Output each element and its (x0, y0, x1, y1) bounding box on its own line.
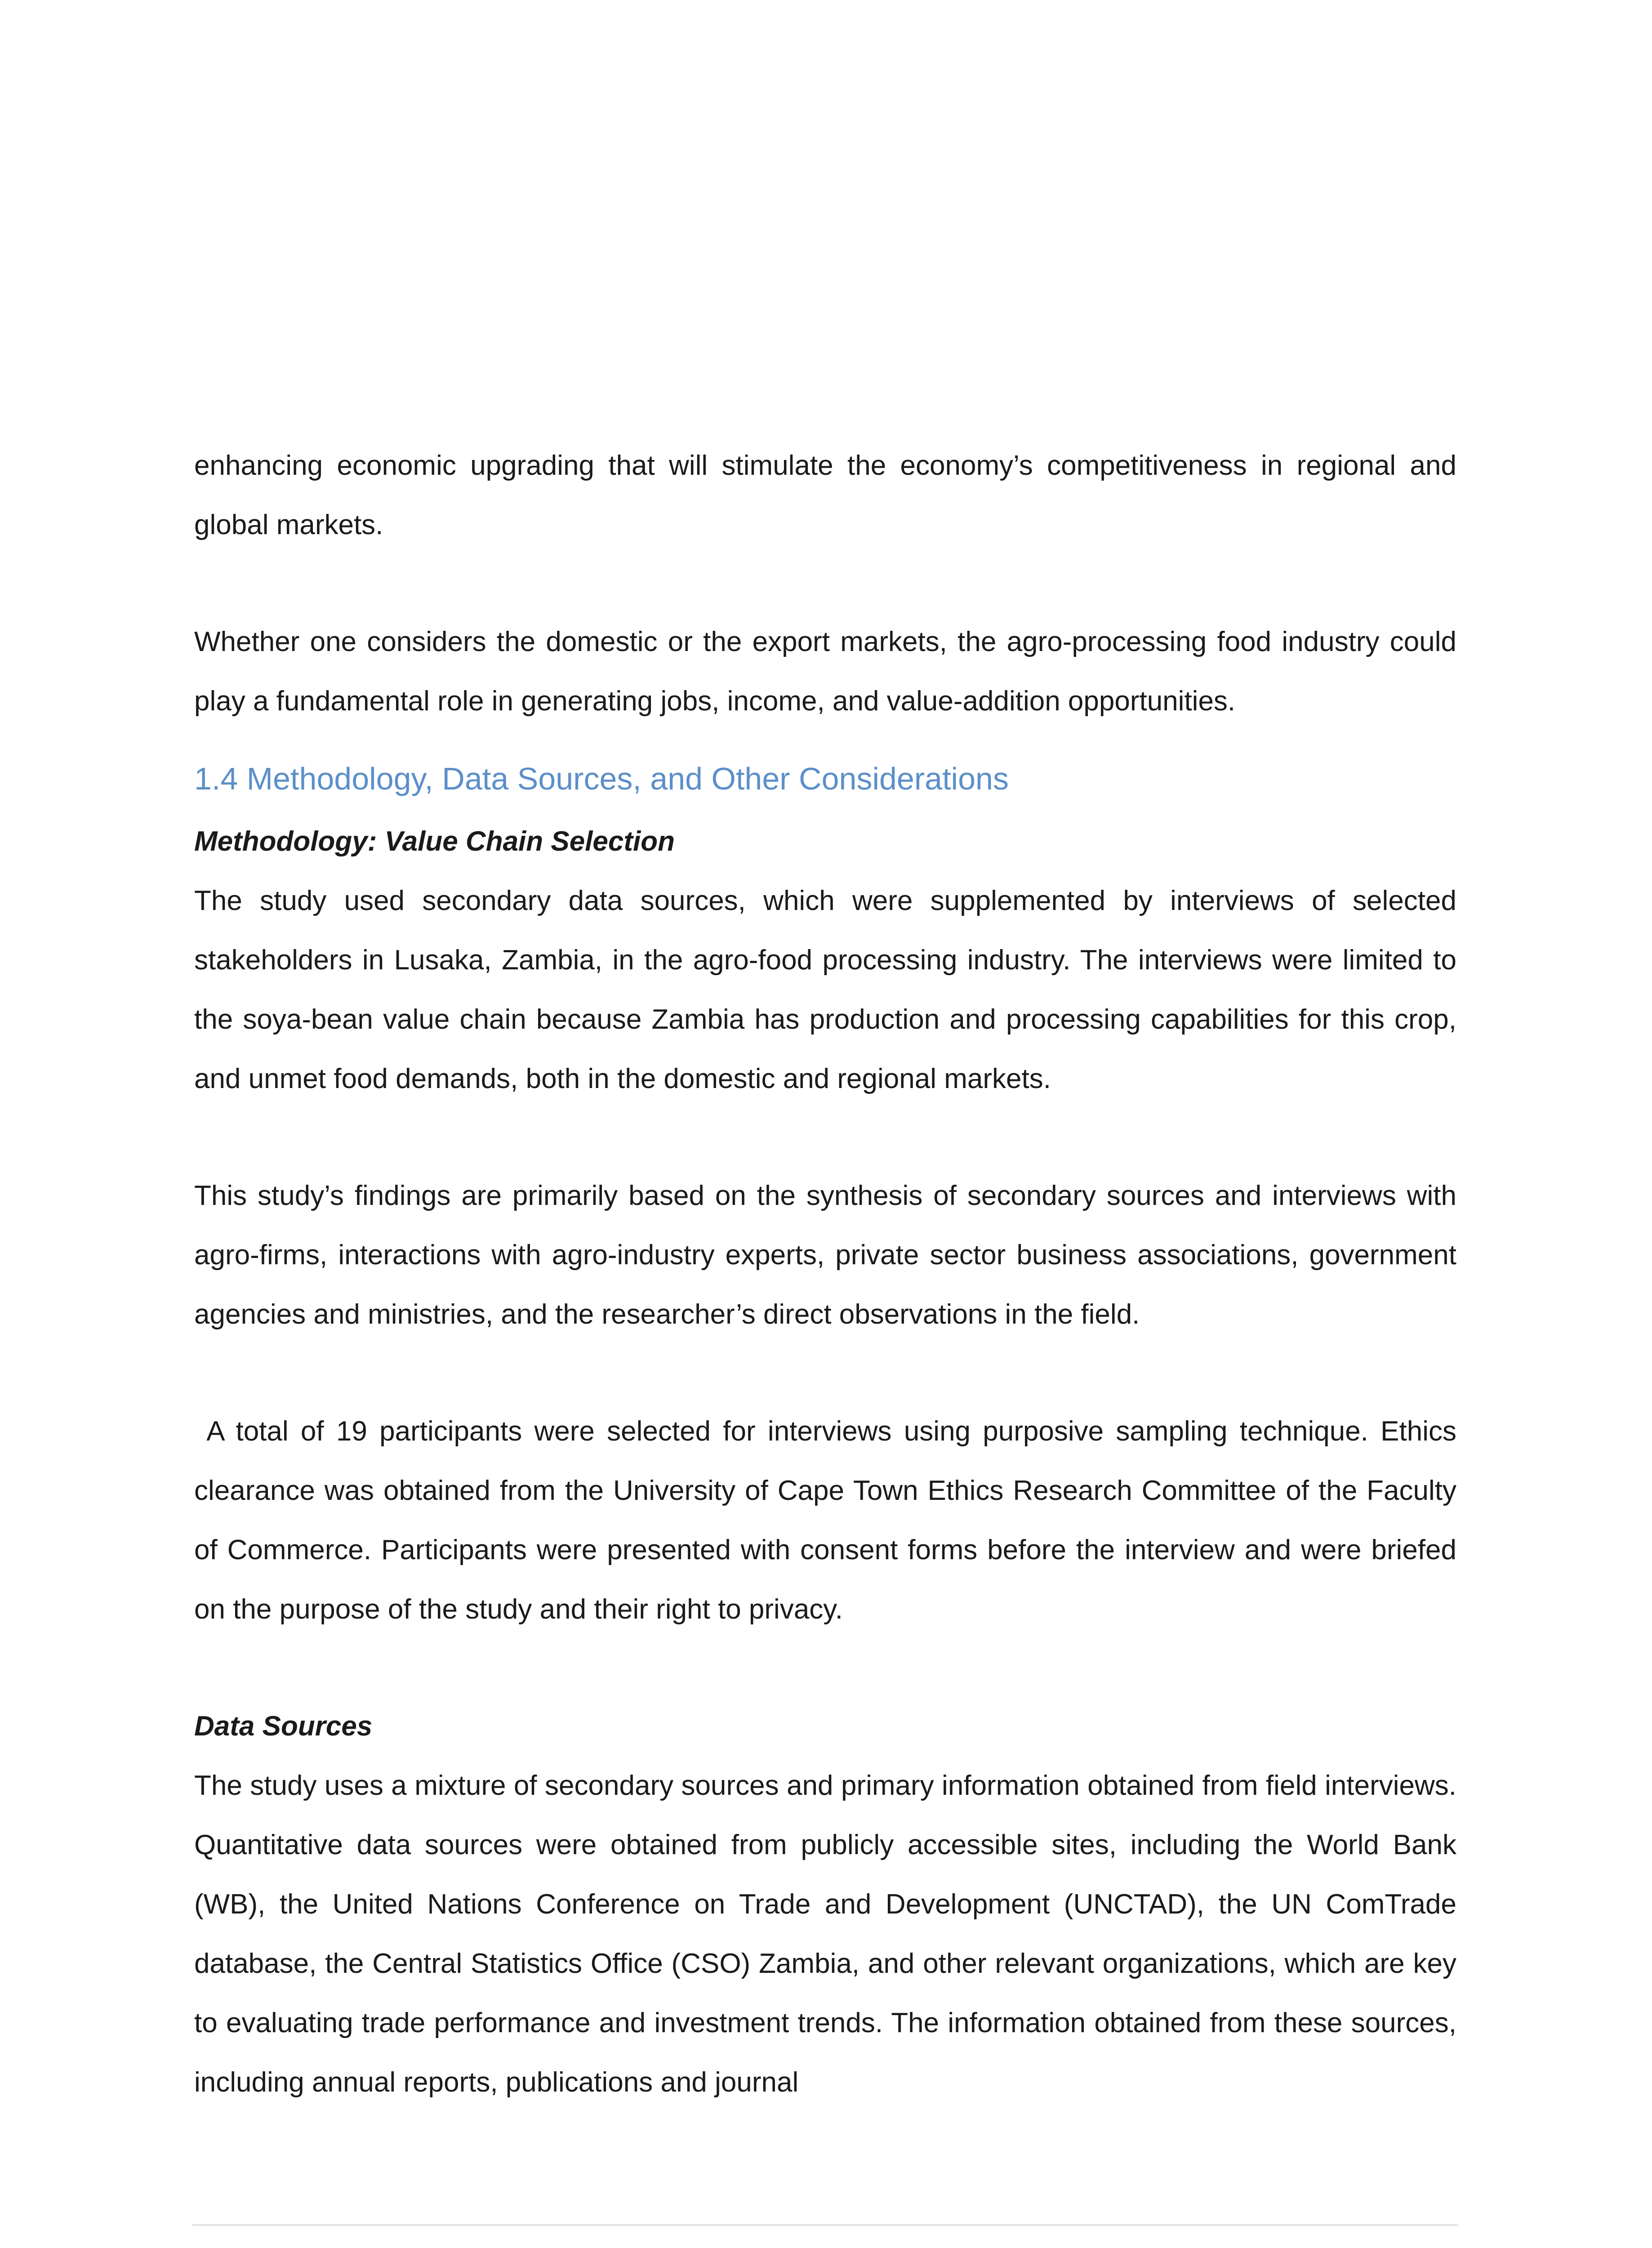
footer-divider (192, 2224, 1458, 2226)
intro-paragraph-2: Whether one considers the domestic or the export markets, the agro-processing food industry could play a fundamental role in generating jobs, income, and value-addition opportunities. (194, 626, 1456, 717)
data-sources-subheading: Data Sources (194, 1711, 373, 1742)
intro-paragraph-1: enhancing economic upgrading that will stimulate the economy’s competitiveness in regional and global markets. (194, 450, 1456, 540)
data-sources-paragraph: The study uses a mixture of secondary sources and primary information obtained from field interviews. Quantitative data sources were obtained from publicly accessible sites, including the World Bank (WB), the United Nations Conference on Trade and Development (UNCTAD), the UN ComTrade database, the Central Statistics Office (CSO) Zambia, and other relevant organizations, which are key to evaluating trade performance and investment trends. The information obtained from these sources, including annual reports, publications and journal (194, 1770, 1456, 2098)
methodology-paragraph-3: A total of 19 participants were selected for interviews using purposive sampling technique. Ethics clearance was obtained from the University of Cape Town Ethics Research Committee of the Faculty of Commerce. Participants were presented with consent forms before the interview and were briefed on the purpose of the study and their right to privacy. (194, 1416, 1465, 1625)
paragraph-spacer (194, 555, 1456, 612)
methodology-paragraph-1: The study used secondary data sources, which were supplemented by interviews of selected stakeholders in Lusaka, Zambia, in the agro-food processing industry. The interviews were limited to the soya-bean value chain because Zambia has production and processing capabilities for this crop, and unmet food demands, both in the domestic and regional markets. (194, 885, 1456, 1094)
paragraph-spacer (194, 1109, 1456, 1166)
paragraph-spacer (194, 1344, 1456, 1402)
paragraph-spacer (194, 1639, 1456, 1697)
section-heading: 1.4 Methodology, Data Sources, and Other Considerations (194, 761, 1009, 796)
methodology-paragraph-2: This study’s findings are primarily based on the synthesis of secondary sources and interviews with agro-firms, interactions with agro-industry experts, private sector business associations, government agencies and ministries, and the researcher’s direct observations in the field. (194, 1180, 1456, 1330)
methodology-subheading: Methodology: Value Chain Selection (194, 826, 675, 857)
page-body (194, 436, 1465, 2112)
